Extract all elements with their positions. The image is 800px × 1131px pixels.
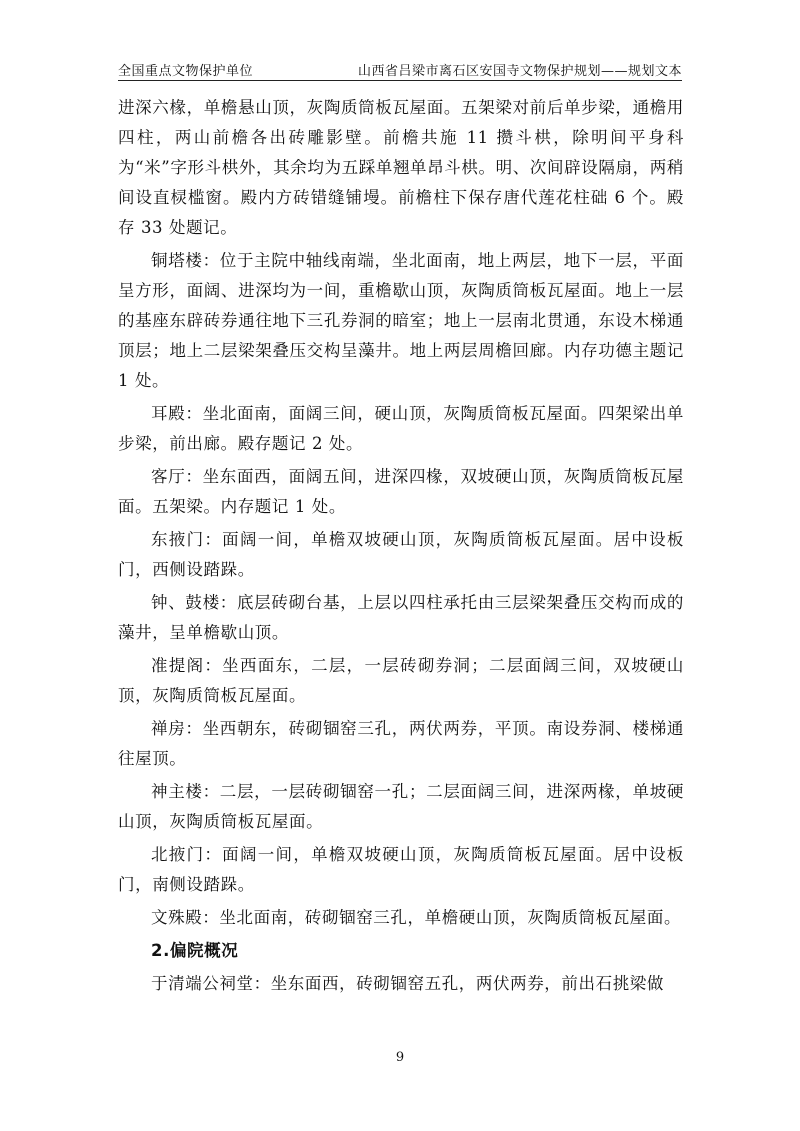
paragraph-beiyemen: 北掖门：面阔一间，单檐双坡硬山顶，灰陶质筒板瓦屋面。居中设板门，南侧设踏跺。 (118, 845, 684, 894)
paragraph-keting: 客厅：坐东面西，面阔五间，进深四椽，双坡硬山顶，灰陶质筒板瓦屋面。五架梁。内存题记 1 处。 (118, 467, 684, 516)
paragraph-zhunti: 准提阁：坐西面东，二层，一层砖砌券洞；二层面阔三间，双坡硬山顶，灰陶质筒板瓦屋面。 (118, 656, 684, 705)
header-left-title: 全国重点文物保护单位 (118, 64, 254, 79)
paragraph-wenshudian: 文殊殿：坐北面南，砖砌锢窑三孔，单檐硬山顶，灰陶质筒板瓦屋面。 (151, 908, 682, 927)
header-right-title: 山西省吕梁市离石区安国寺文物保护规划——规划文本 (357, 64, 682, 79)
paragraph-erdian: 耳殿：坐北面南，面阔三间，硬山顶，灰陶质筒板瓦屋面。四架梁出单步梁，前出廊。殿存题记 2 处。 (118, 404, 684, 453)
running-header (118, 58, 682, 81)
paragraph-zhonggulou: 钟、鼓楼：底层砖砌台基，上层以四柱承托由三层梁架叠压交构而成的藻井，呈单檐歇山顶。 (118, 593, 684, 642)
paragraph-last: 于清端公祠堂：坐东面西，砖砌锢窑五孔，两伏两券，前出石挑梁做 (151, 974, 664, 993)
paragraph-shenzhulou: 神主楼：二层，一层砖砌锢窑一孔；二层面阔三间，进深两椽，单坡硬山顶，灰陶质筒板瓦屋面。 (118, 782, 684, 831)
paragraph-tongtalou: 铜塔楼：位于主院中轴线南端，坐北面南，地上两层，地下一层，平面呈方形，面阔、进深均为一间，重檐歇山顶，灰陶质筒板瓦屋面。地上一层的基座东辟砖券通往地下三孔券洞的暗室；地上一层南北贯通，东设木梯通顶层；地上二层梁架叠压交构呈藻井。地上两层周檐回廊。内存功德主题记 1 处。 (118, 251, 684, 390)
paragraph-continued: 进深六椽，单檐悬山顶，灰陶质筒板瓦屋面。五架梁对前后单步梁，通檐用四柱，两山前檐各出砖雕影壁。前檐共施 11 攒斗栱，除明间平身科为“米”字形斗栱外，其余均为五踩单翘单昂斗栱。明、次间辟设隔扇，两稍间设直棂槛窗。殿内方砖错缝铺墁。前檐柱下保存唐代莲花柱础 6 个。殿存 33 处题记。 (118, 98, 684, 237)
document-body (118, 93, 684, 1002)
page-number: 9 (395, 1050, 405, 1065)
paragraph-dongyemen: 东掖门：面阔一间，单檐双坡硬山顶，灰陶质筒板瓦屋面。居中设板门，西侧设踏跺。 (118, 530, 684, 579)
paragraph-chanfang: 禅房：坐西朝东，砖砌锢窑三孔，两伏两券，平顶。南设券洞、楼梯通往屋顶。 (118, 719, 684, 768)
section-heading: 2.偏院概况 (151, 941, 239, 960)
